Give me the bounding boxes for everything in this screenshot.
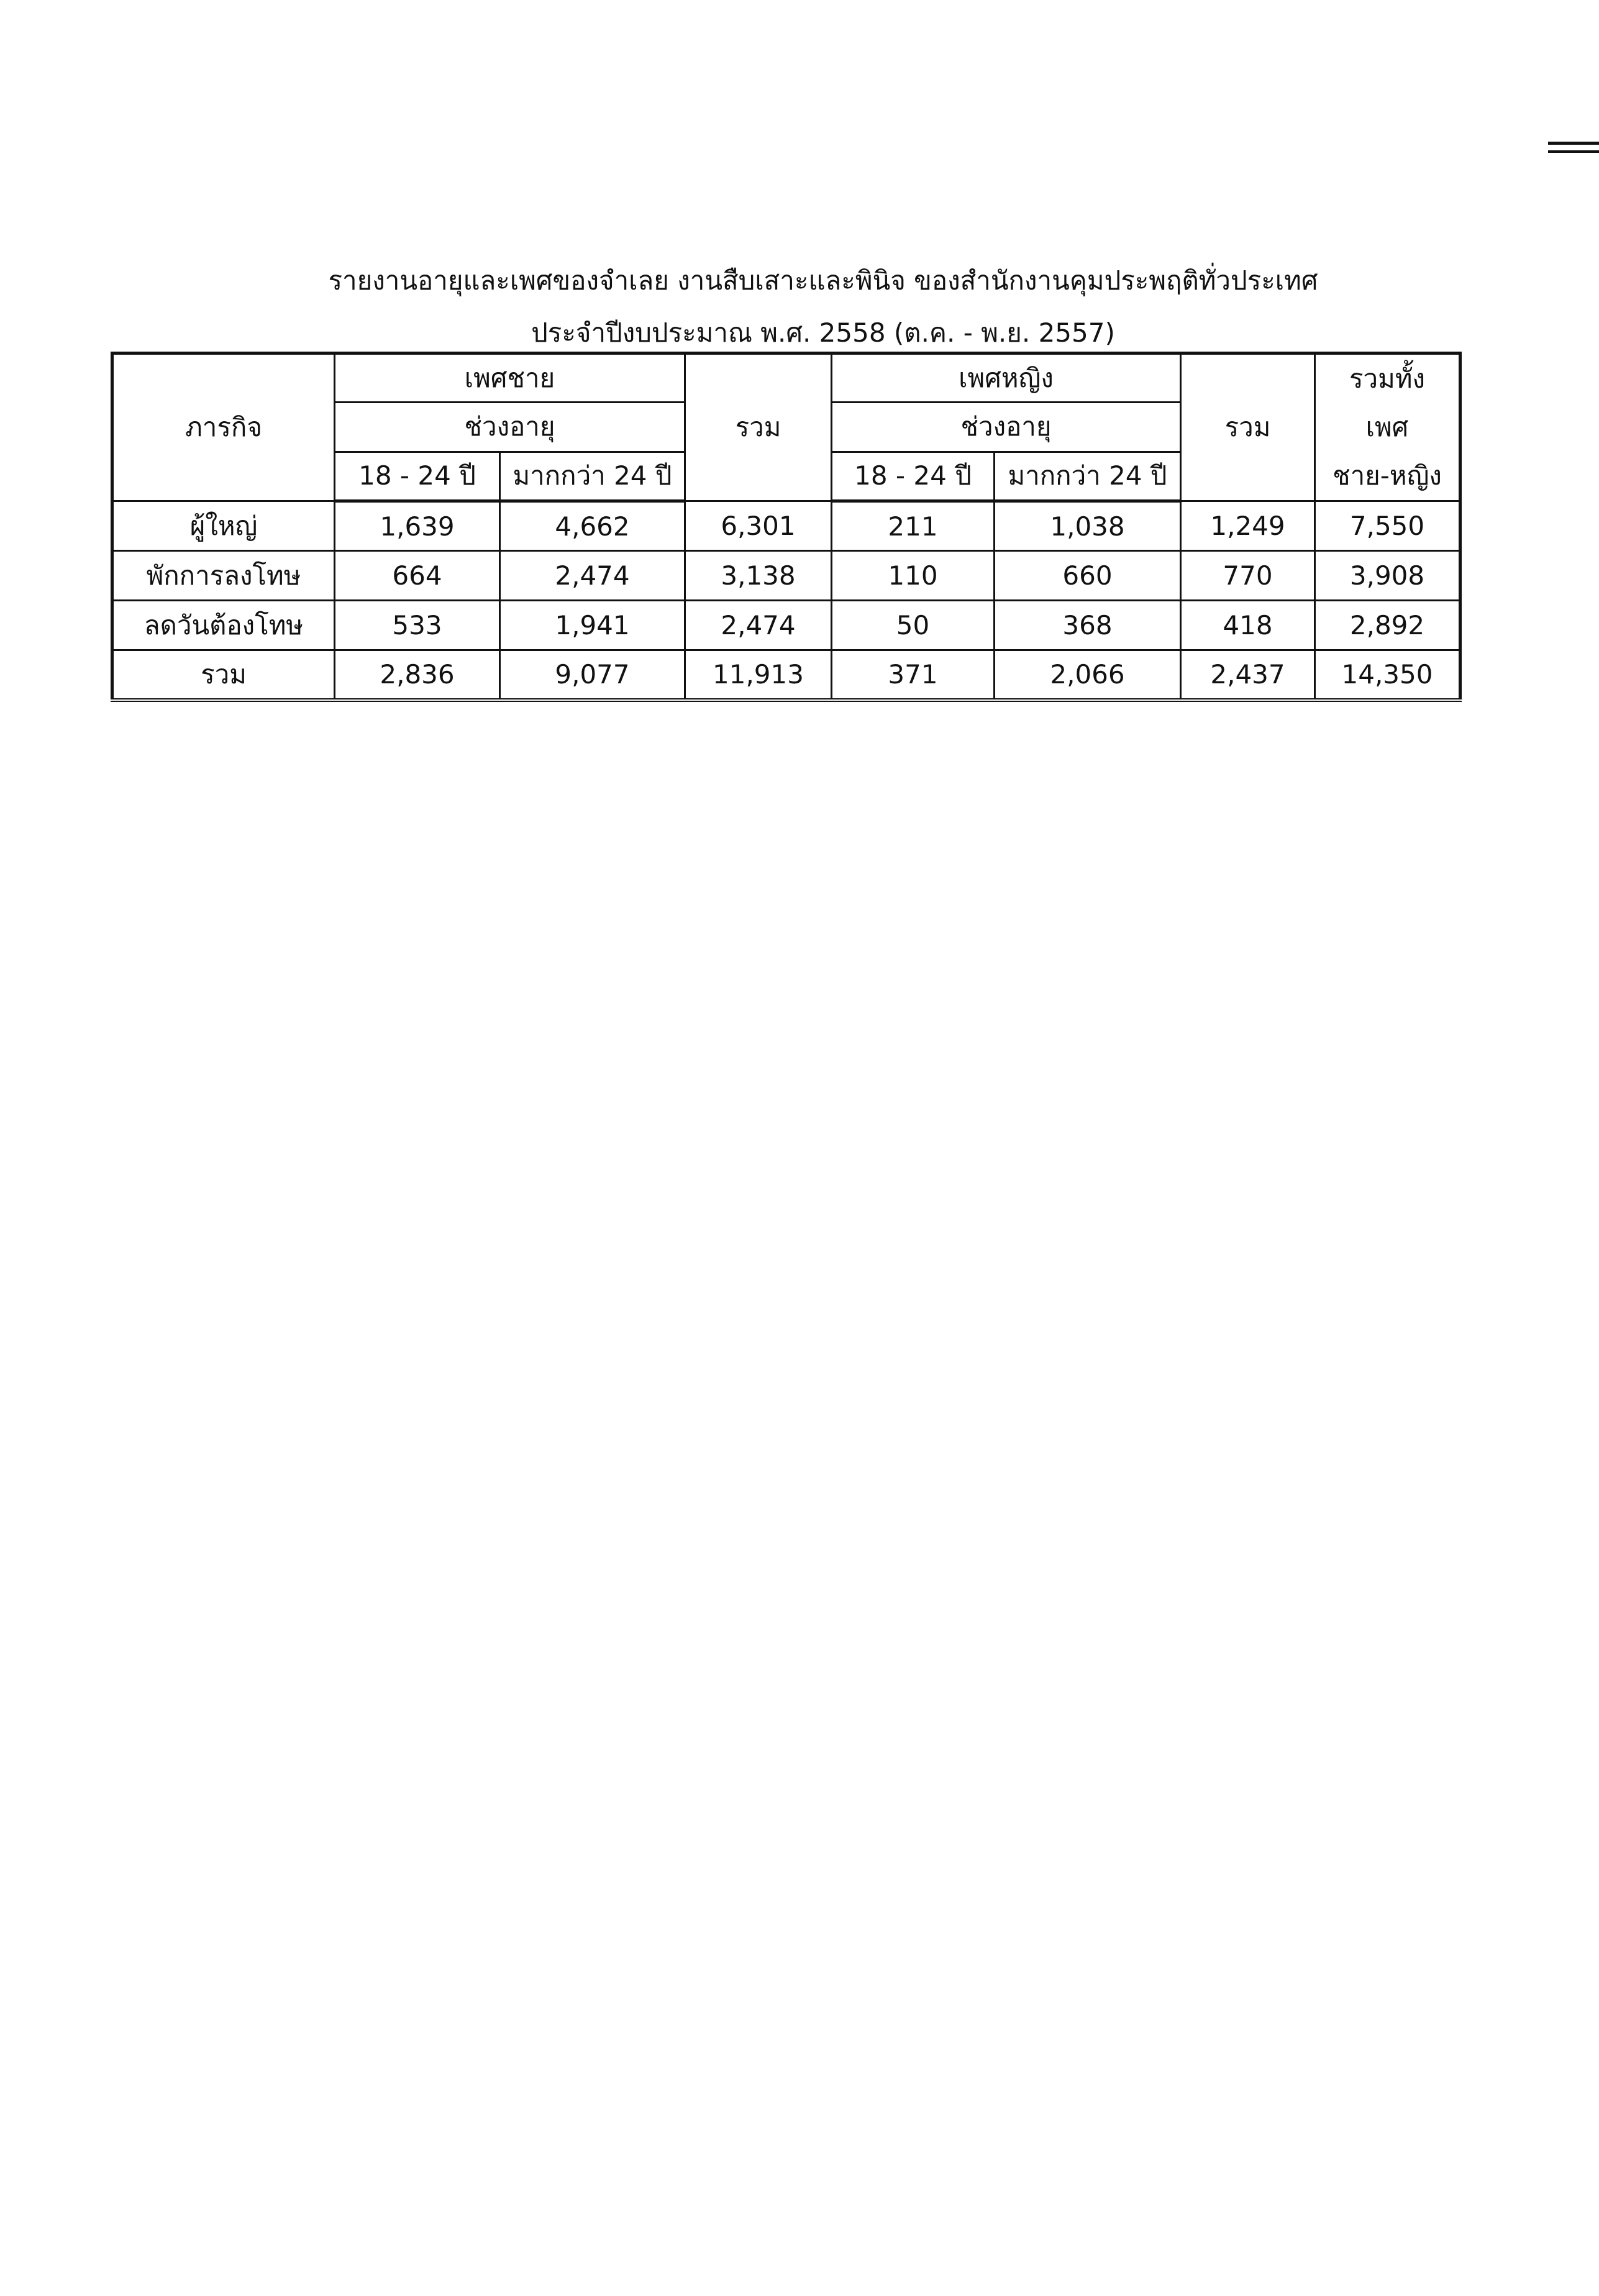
- header-female-over-24: มากกว่า 24 ปี: [995, 452, 1181, 501]
- cell-grand-total: 14,350: [1315, 650, 1460, 700]
- cell-female-over-24: 368: [995, 601, 1181, 650]
- cell-mission: ลดวันต้องโทษ: [112, 601, 335, 650]
- report-table: [111, 352, 1462, 702]
- cell-female-18-24: 110: [832, 551, 995, 601]
- cell-male-18-24: 664: [335, 551, 500, 601]
- header-female-18-24: 18 - 24 ปี: [832, 452, 995, 501]
- cell-male-over-24: 4,662: [500, 501, 685, 551]
- header-female: เพศหญิง: [832, 353, 1181, 403]
- header-male-age-range: ช่วงอายุ: [335, 403, 685, 452]
- table-row: [112, 501, 1460, 551]
- header-male-18-24: 18 - 24 ปี: [335, 452, 500, 501]
- cell-grand-total: 2,892: [1315, 601, 1460, 650]
- cell-male-total: 6,301: [685, 501, 832, 551]
- header-female-total: รวม: [1181, 353, 1315, 501]
- cell-female-over-24: 2,066: [995, 650, 1181, 700]
- header-grand-total-line-1: รวมทั้ง: [1349, 363, 1426, 394]
- header-grand-total-line-3: ชาย-หญิง: [1332, 460, 1442, 491]
- cell-mission: พักการลงโทษ: [112, 551, 335, 601]
- header-male-total: รวม: [685, 353, 832, 501]
- header-grand-total: [1315, 353, 1460, 501]
- header-mission: ภารกิจ: [112, 353, 335, 501]
- cell-male-18-24: 533: [335, 601, 500, 650]
- cell-male-18-24: 1,639: [335, 501, 500, 551]
- cell-male-total: 2,474: [685, 601, 832, 650]
- report-subtitle: ประจำปีงบประมาณ พ.ศ. 2558 (ต.ค. - พ.ย. 2557): [531, 317, 1115, 348]
- cell-mission: รวม: [112, 650, 335, 700]
- cell-male-total: 3,138: [685, 551, 832, 601]
- table-row-total: [112, 650, 1460, 700]
- cell-grand-total: 7,550: [1315, 501, 1460, 551]
- cell-male-18-24: 2,836: [335, 650, 500, 700]
- cell-female-over-24: 1,038: [995, 501, 1181, 551]
- cell-male-over-24: 1,941: [500, 601, 685, 650]
- table-row: [112, 551, 1460, 601]
- cell-female-18-24: 371: [832, 650, 995, 700]
- header-male: เพศชาย: [335, 353, 685, 403]
- cell-male-total: 11,913: [685, 650, 832, 700]
- page-edge-mark: [1548, 142, 1599, 153]
- cell-female-18-24: 50: [832, 601, 995, 650]
- cell-female-total: 770: [1181, 551, 1315, 601]
- header-female-age-range: ช่วงอายุ: [832, 403, 1181, 452]
- cell-female-total: 2,437: [1181, 650, 1315, 700]
- cell-mission: ผู้ใหญ่: [112, 501, 335, 551]
- cell-male-over-24: 2,474: [500, 551, 685, 601]
- header-male-over-24: มากกว่า 24 ปี: [500, 452, 685, 501]
- header-row-1: [112, 353, 1460, 403]
- cell-female-total: 418: [1181, 601, 1315, 650]
- cell-male-over-24: 9,077: [500, 650, 685, 700]
- table-row: [112, 601, 1460, 650]
- cell-female-over-24: 660: [995, 551, 1181, 601]
- header-grand-total-line-2: เพศ: [1365, 412, 1409, 442]
- report-title: รายงานอายุและเพศของจำเลย งานสืบเสาะและพินิจ ของสำนักงานคุมประพฤติทั่วประเทศ: [328, 265, 1318, 296]
- cell-grand-total: 3,908: [1315, 551, 1460, 601]
- cell-female-total: 1,249: [1181, 501, 1315, 551]
- cell-female-18-24: 211: [832, 501, 995, 551]
